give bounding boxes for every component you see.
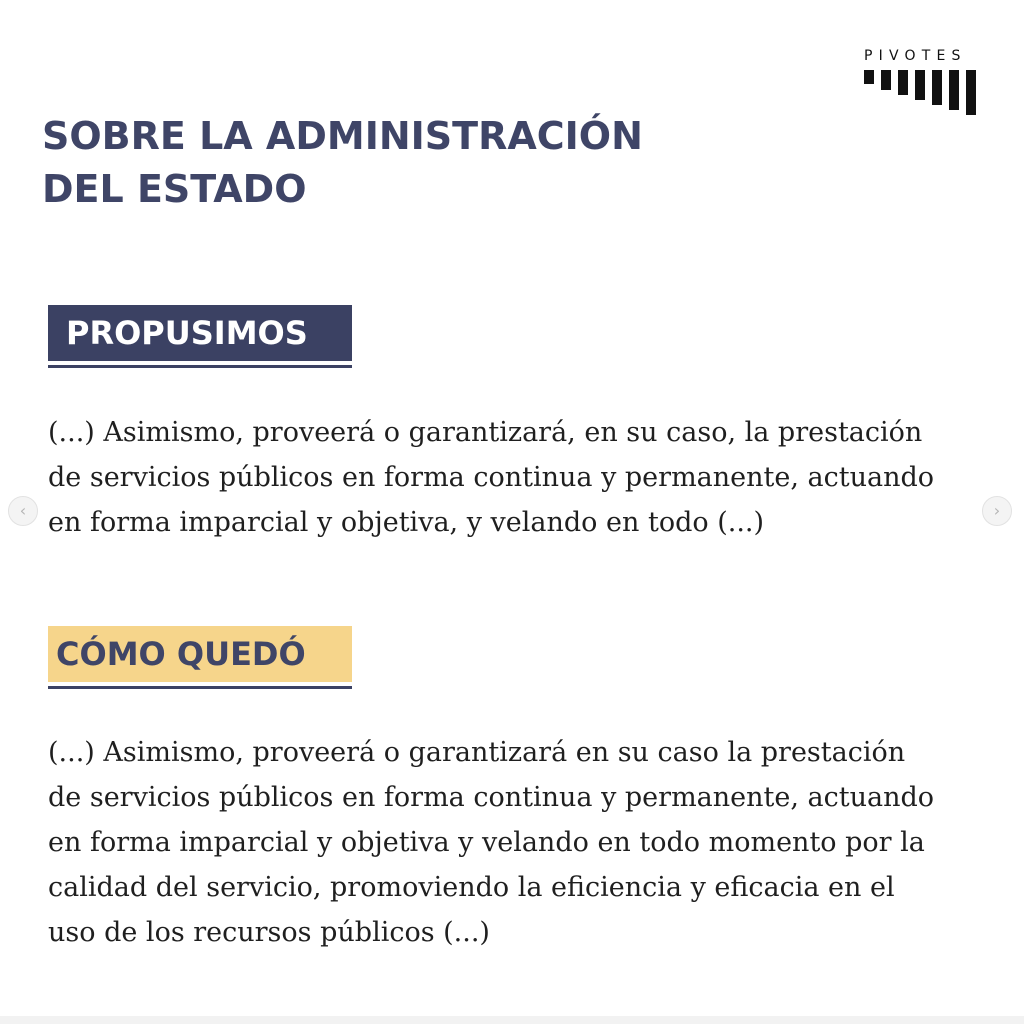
como-quedo-text [48, 730, 978, 955]
como-quedo-label: CÓMO QUEDÓ [48, 626, 352, 682]
bottom-strip [0, 1016, 1024, 1024]
propusimos-text [48, 410, 978, 545]
como-quedo-underline [48, 686, 352, 689]
como-quedo-line: calidad del servicio, promoviendo la eficiencia y eficacia en el [48, 872, 895, 903]
propusimos-line: (...) Asimismo, proveerá o garantizará, en su caso, la prestación [48, 417, 923, 448]
como-quedo-line: uso de los recursos públicos (...) [48, 917, 490, 948]
propusimos-line: de servicios públicos en forma continua y permanente, actuando [48, 462, 935, 493]
title-line-2: DEL ESTADO [42, 167, 307, 211]
como-quedo-line: en forma imparcial y objetiva y velando en todo momento por la [48, 827, 925, 858]
carousel-prev-button[interactable] [8, 496, 38, 526]
logo-text: PIVOTES [864, 48, 967, 64]
pivotes-logo [864, 48, 988, 118]
como-quedo-line: (...) Asimismo, proveerá o garantizará en su caso la prestación [48, 737, 906, 768]
propusimos-line: en forma imparcial y objetiva, y velando en todo (...) [48, 507, 765, 538]
bar-steps-icon [864, 70, 988, 118]
title-line-1: SOBRE LA ADMINISTRACIÓN [42, 114, 643, 158]
carousel-next-button[interactable] [982, 496, 1012, 526]
chevron-left-icon: ‹ [19, 501, 27, 520]
page-title [42, 110, 643, 216]
como-quedo-line: de servicios públicos en forma continua y permanente, actuando [48, 782, 935, 813]
propusimos-underline [48, 365, 352, 368]
chevron-right-icon: › [993, 501, 1001, 520]
propusimos-label: PROPUSIMOS [48, 305, 352, 361]
